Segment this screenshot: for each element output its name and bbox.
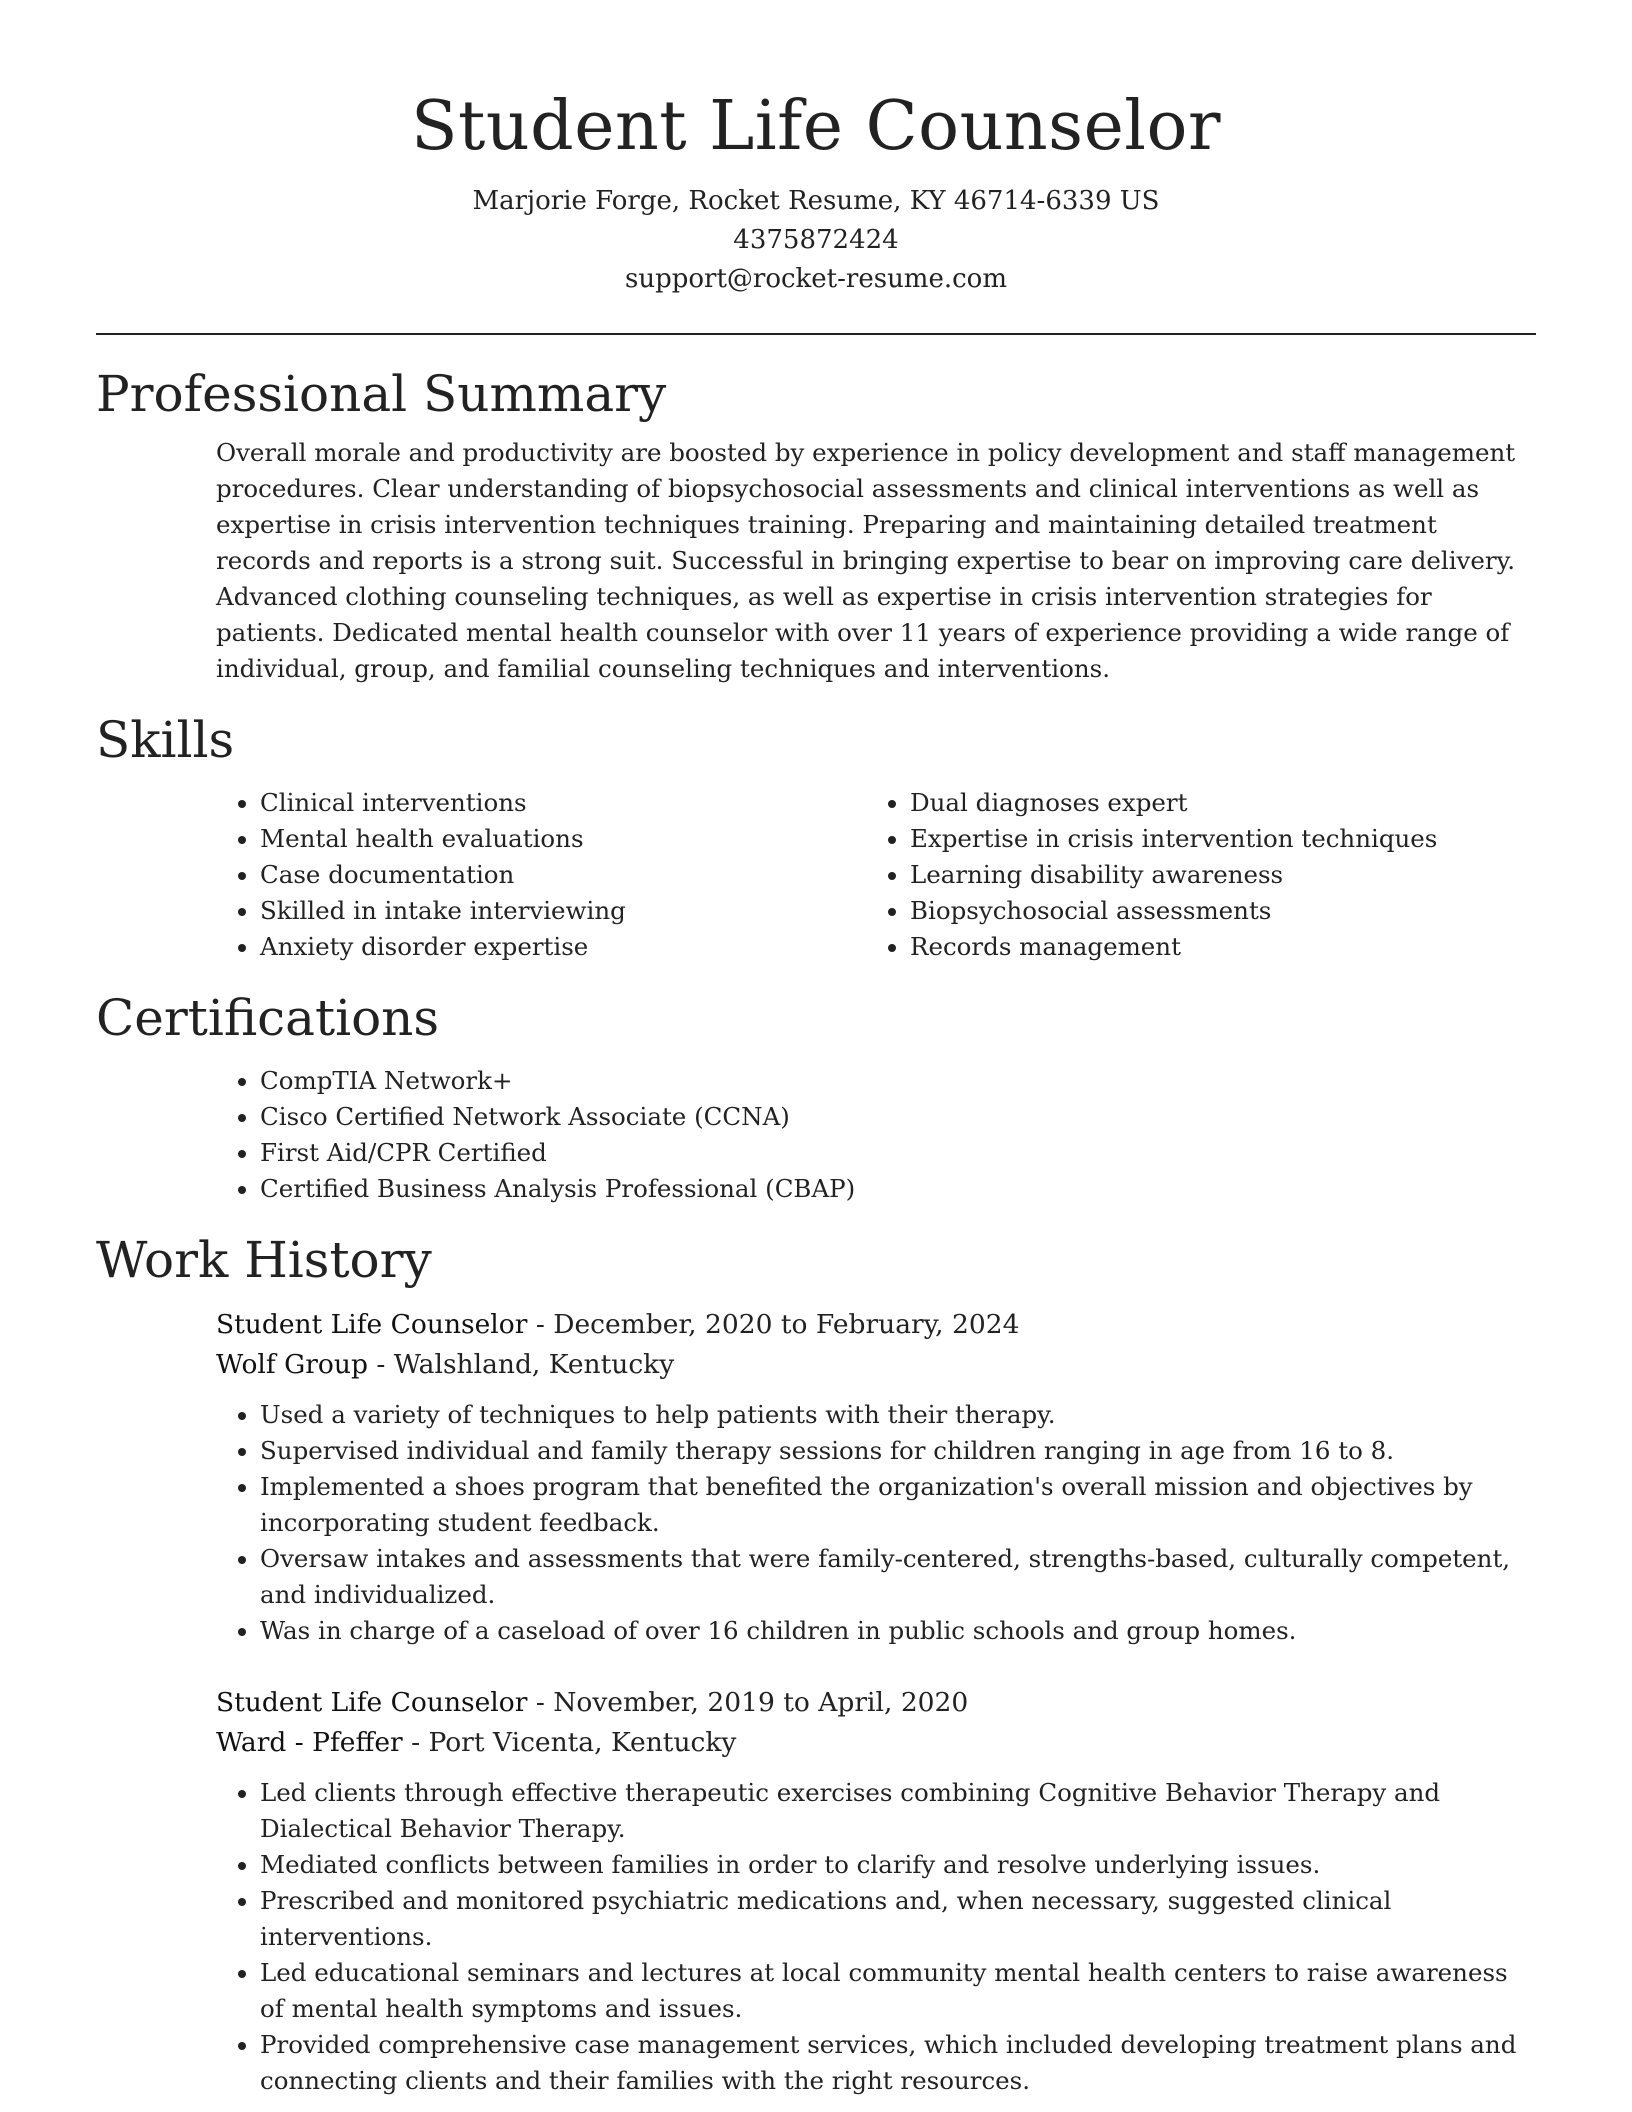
- job-bullet: • Supervised individual and family therapy sessions for children ranging in age from 16 to 8.: [260, 1433, 1536, 1469]
- summary-text: Overall morale and productivity are boosted by experience in policy development and staff management procedures. Clear understanding of biopsychosocial assessments and clinical interventions as well as expertise in crisis intervention techniques training. Preparing and maintaining detailed treatment records and reports is a strong suit. Successful in bringing expertise to bear on improving care delivery. Advanced clothing counseling techniques, as well as expertise in crisis intervention strategies for patients. Dedicated mental health counselor with over 11 years of experience providing a wide range of individual, group, and familial counseling techniques and interventions.: [216, 438, 1516, 683]
- skills-heading: Skills: [96, 711, 235, 769]
- job-role: Student Life Counselor: [216, 1687, 528, 1718]
- certification-item: • First Aid/CPR Certified: [260, 1135, 1536, 1171]
- resume-page: [96, 0, 1536, 2099]
- job-bullet: • Provided comprehensive case management services, which included developing treatment plans and connecting clients and their families with the right resources.: [260, 2027, 1536, 2099]
- job-entry: [96, 1305, 1536, 1385]
- resume-title: Student Life Counselor: [410, 87, 1222, 166]
- job-bullet: • Used a variety of techniques to help patients with their therapy.: [260, 1397, 1536, 1433]
- job-company-line: [216, 1723, 1536, 1763]
- job-bullet: • Was in charge of a caseload of over 16 children in public schools and group homes.: [260, 1613, 1536, 1649]
- job-dates: - November, 2019 to April, 2020: [527, 1687, 969, 1718]
- certifications-section: [96, 987, 1536, 1207]
- skill-item: • Anxiety disorder expertise: [260, 929, 866, 965]
- certification-item: • Certified Business Analysis Professional (CBAP): [260, 1171, 1536, 1207]
- job-location: - Port Vicenta, Kentucky: [402, 1727, 737, 1758]
- skill-item: • Biopsychosocial assessments: [910, 893, 1516, 929]
- certification-item: • CompTIA Network+: [260, 1063, 1536, 1099]
- job-location: - Walshland, Kentucky: [367, 1349, 675, 1380]
- resume-header: [96, 0, 1536, 299]
- certifications-heading: Certifications: [96, 989, 440, 1047]
- contact-phone: 4375872424: [733, 225, 899, 255]
- job-dates: - December, 2020 to February, 2024: [527, 1309, 1020, 1340]
- contact-email: support@rocket-resume.com: [624, 264, 1007, 294]
- job-bullet: • Led educational seminars and lectures at local community mental health centers to raise awareness of mental health symptoms and issues.: [260, 1955, 1536, 2027]
- skill-item: • Records management: [910, 929, 1516, 965]
- summary-section: [96, 363, 1536, 687]
- skill-item: • Case documentation: [260, 857, 866, 893]
- job-company: Ward - Pfeffer: [216, 1727, 403, 1758]
- work-history-heading: Work History: [96, 1231, 432, 1289]
- work-history-section: [96, 1229, 1536, 2099]
- job-title-line: [216, 1305, 1536, 1345]
- job-company: Wolf Group: [216, 1349, 368, 1380]
- skill-item: • Learning disability awareness: [910, 857, 1516, 893]
- job-role: Student Life Counselor: [216, 1309, 528, 1340]
- contact-block: [96, 182, 1536, 299]
- contact-address: Marjorie Forge, Rocket Resume, KY 46714-6339 US: [472, 186, 1160, 216]
- certification-item: • Cisco Certified Network Associate (CCNA): [260, 1099, 1536, 1135]
- job-title-line: [216, 1683, 1536, 1723]
- job-bullet: • Led clients through effective therapeutic exercises combining Cognitive Behavior Therapy and Dialectical Behavior Therapy.: [260, 1775, 1536, 1847]
- skill-item: • Skilled in intake interviewing: [260, 893, 866, 929]
- job-bullet: • Implemented a shoes program that benefited the organization's overall mission and objectives by incorporating student feedback.: [260, 1469, 1536, 1541]
- skill-item: • Expertise in crisis intervention techniques: [910, 821, 1516, 857]
- header-divider: [96, 333, 1536, 335]
- skills-section: [96, 709, 1536, 965]
- skill-item: • Clinical interventions: [260, 785, 866, 821]
- job-entry: [96, 1683, 1536, 1763]
- job-bullet: • Mediated conflicts between families in order to clarify and resolve underlying issues.: [260, 1847, 1536, 1883]
- job-bullets: [96, 1775, 1536, 2099]
- job-bullets: [96, 1397, 1536, 1649]
- skills-column-left: [216, 785, 866, 965]
- skills-column-right: [866, 785, 1516, 965]
- skill-item: • Dual diagnoses expert: [910, 785, 1516, 821]
- job-bullet: • Prescribed and monitored psychiatric medications and, when necessary, suggested clinical interventions.: [260, 1883, 1536, 1955]
- summary-heading: Professional Summary: [96, 365, 667, 423]
- skill-item: • Mental health evaluations: [260, 821, 866, 857]
- job-bullet: • Oversaw intakes and assessments that were family-centered, strengths-based, culturally competent, and individualized.: [260, 1541, 1536, 1613]
- job-company-line: [216, 1345, 1536, 1385]
